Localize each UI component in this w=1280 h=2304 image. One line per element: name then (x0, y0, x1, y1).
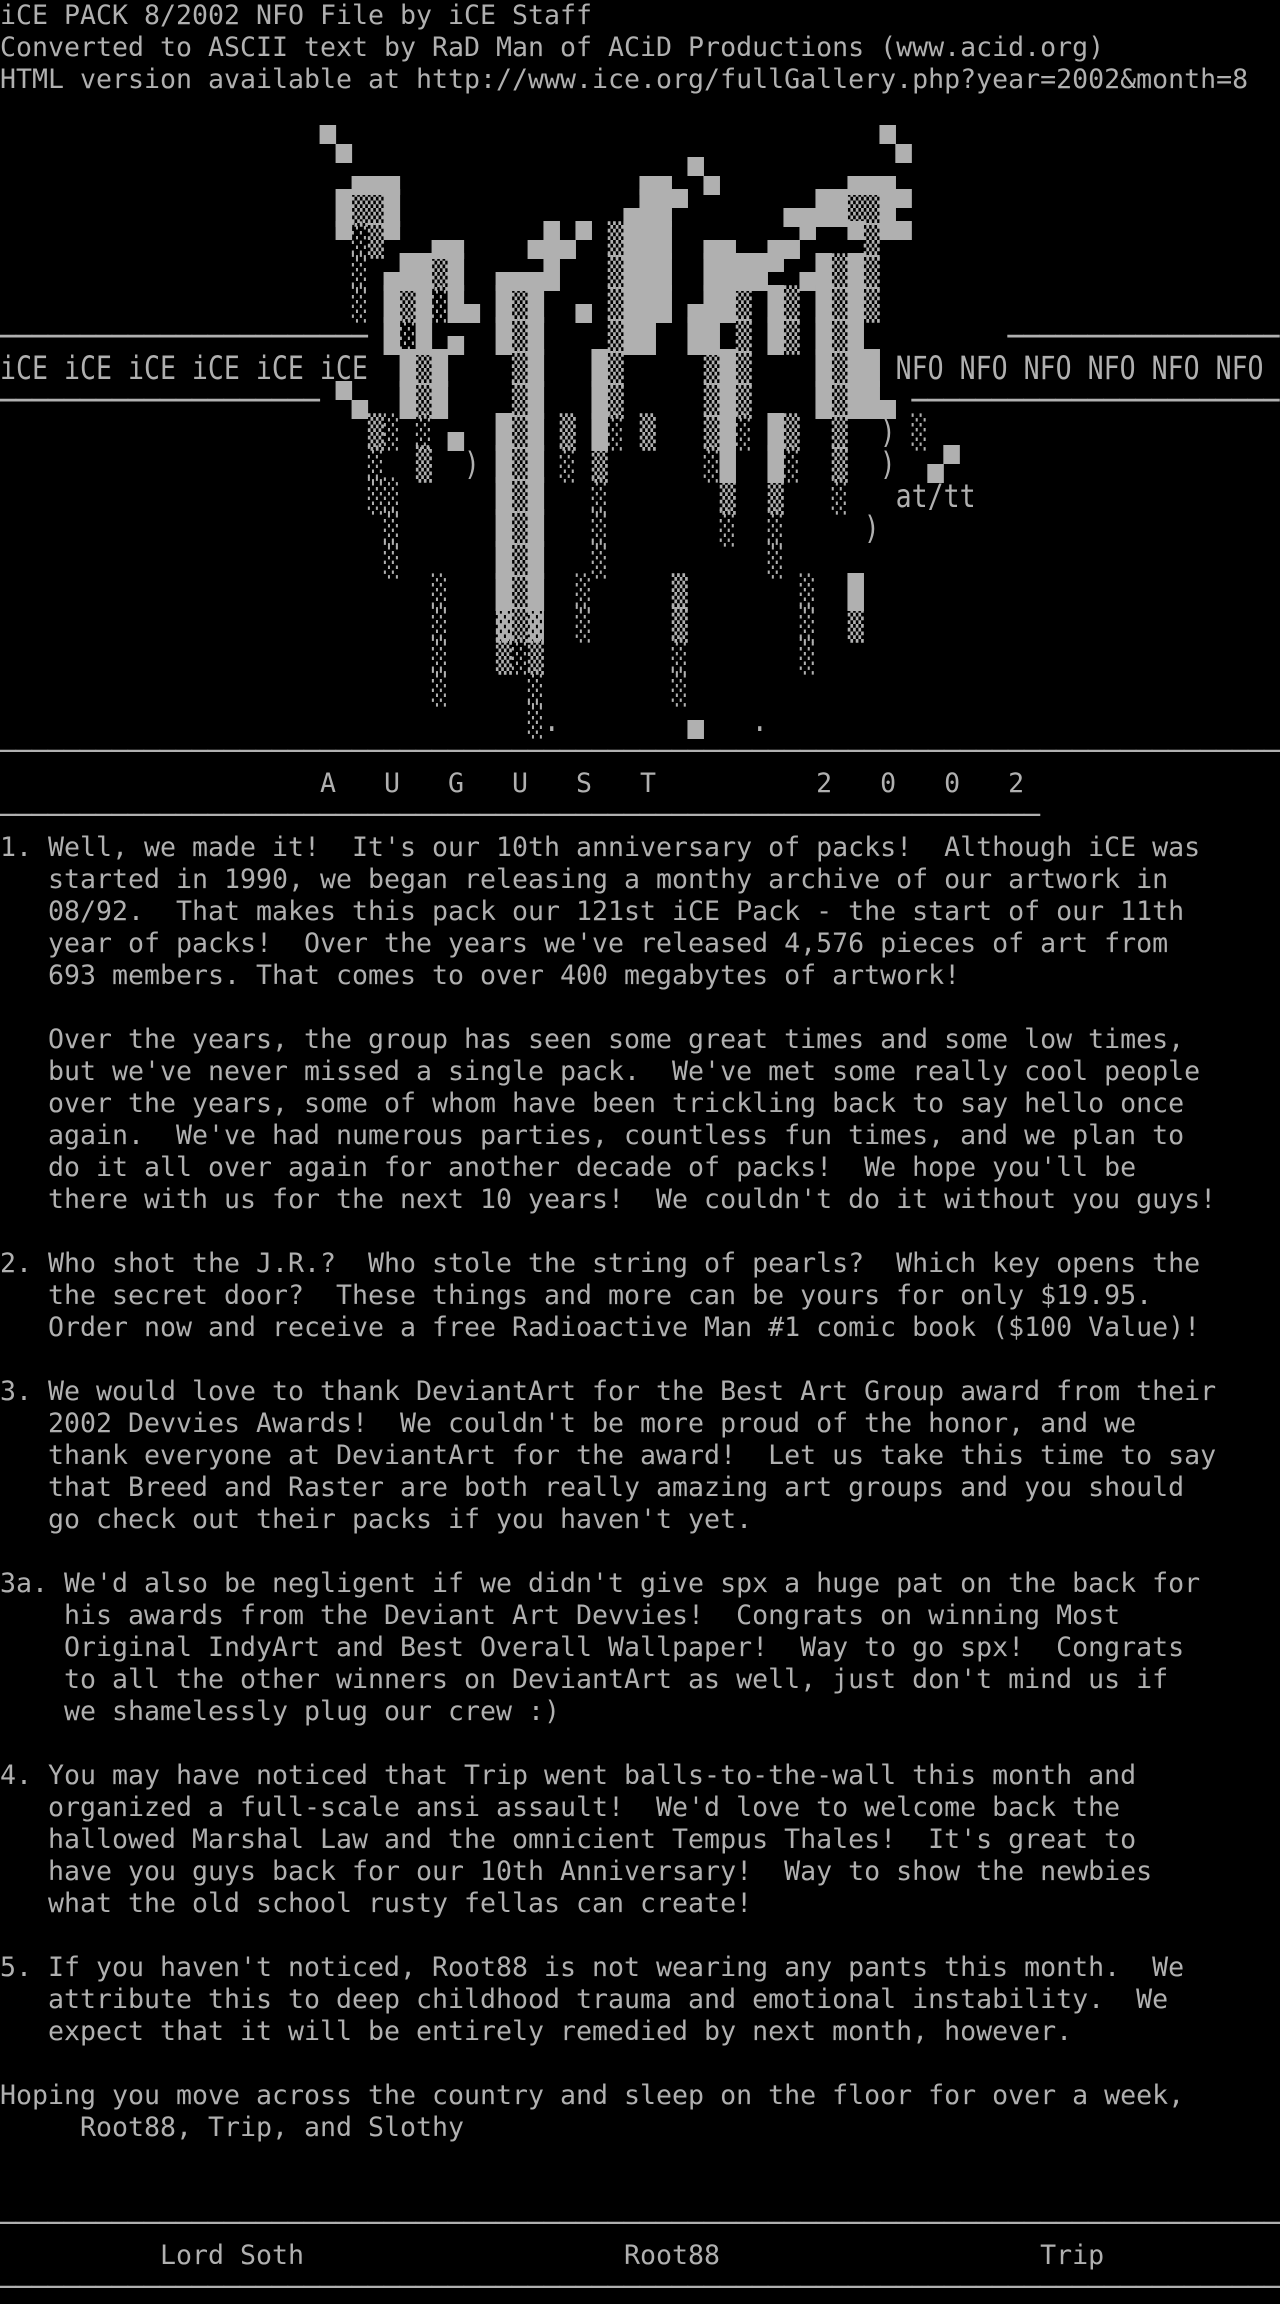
nfo-header: iCE PACK 8/2002 NFO File by iCE Staff Converted to ASCII text by RaD Man of ACiD Productions (www.acid.org) HTML version available at http://www.ice.org/fullGallery.php?year=2002&month=8 (0, 0, 1249, 95)
nfo-body-text: 1. Well, we made it! It's our 10th anniversary of packs! Although iCE was started in 1990, we began releasing a monthy archive of our artwork in 08/92. That makes this pack our 121st iCE Pack - the start of our 11th year of packs! Over the years we've released 4,576 pieces of art from 693 members. That comes to over 400 megabytes of artwork! Over the years, the group has seen some great times and some low times, but we've never missed a single pack. We've met some really cool people over the years, some of whom have been trickling back to say hello once again. We've had numerous parties, countless fun times, and we plan to do it all over again for another decade of packs! We hope you'll be there with us for the next 10 years! We couldn't do it without you guys! 2. Who shot the J.R.? Who stole the string of pearls? Which key opens the the secret door? These things and more can be yours for only $19.95. Order now and receive a free Radioactive Man #1 comic book ($100 Value)! 3. We would love to thank DeviantArt for the Best Art Group award from their 2002 Devvies Awards! We couldn't be more proud of the honor, and we thank everyone at DeviantArt for the award! Let us take this time to say that Breed and Raster are both really amazing art groups and you should go check out their packs if you haven't yet. 3a. We'd also be negligent if we didn't give spx a huge pat on the back for his awards from the Deviant Art Devvies! Congrats on winning Most Original IndyArt and Best Overall Wallpaper! Way to go spx! Congrats to all the other winners on DeviantArt as well, just don't mind us if we shamelessly plug our crew :) 4. You may have noticed that Trip went balls-to-the-wall this month and organized a full-scale ansi assault! We'd love to welcome back the hallowed Marshal Law and the omnicient Tempus Thales! It's great to have you guys back for our 10th Anniversary! Way to show the newbies what the old school rusty fellas can create! 5. If you haven't noticed, Root88 is not wearing any pants this month. We attribute this to deep childhood trauma and emotional instability. We expect that it will be entirely remedied by next month, however. Hoping you move across the country and sleep on the floor for over a week, Root88, Trip, and Slothy (0, 832, 1217, 2143)
credits-footer: ──────────────────────────────────────────────────────────────────────────────── Lord Soth Root88 Trip ──────────────────────────────────────────────────────────────────────────────── (0, 2208, 1280, 2303)
ice-ascii-logo: ▀▄ ▀▄ ▄▄▄ ▄▄ ▀▄ ▄▄▄ █▒▒█ ▄██▀ ▄▄██▒▒█▀ ▀░▒▀ ▄▄ ▄█▄▀ ▒███ ▄▄ ▄▄▀ ▀▒▀▀ ░ ▄██▒█ ▄▄▄█ ▒███ ████▀ ▄█▒█▒ ░ █▒█░█▄ █▒█ ▄ ▒███ ▄██▒ █▒ █▒█▒ ─────────────────────── █░█ ▄ █▒█ ▒██ ██ ▒ █▒ █▒█ ───────────────── iCE iCE iCE iCE iCE iCE █▒█ ▒█ █▒ ▒█▒ █▒██ NFO NFO NFO NFO NFO NFO ──────────────────── ▀▄ █▒█ ▒█ █▒ ▒█▒ █▒██▄ ─────────────────────── ▒░ ░ ▄ █▒█ ▒ █░ ▒ ▒█░ █▒ ▒ ) ░ ░ ▒ ) █▒█ ░ ▒ ░█ █░ ▒ ) ▄▀ ░░ █▒█ ░ ▒ ▒ ░ at/tt ░ █▒█ ░ ░ ░ ) ░ █▒█ ░ ░ ░ █▒█ ░ ▒ ░ █ ░ ▓▒▓ ░ ▒ ░ ▒ ░ ▒░▒ ░ ░ ░ ░ ░ ░. ▄ . (0, 125, 1280, 739)
month-banner: ──────────────────────────────────────────────────────────────────────────────── A U G U S T 2 0 0 2 ───────────────────────────────────────────────────────────────── (0, 736, 1280, 831)
